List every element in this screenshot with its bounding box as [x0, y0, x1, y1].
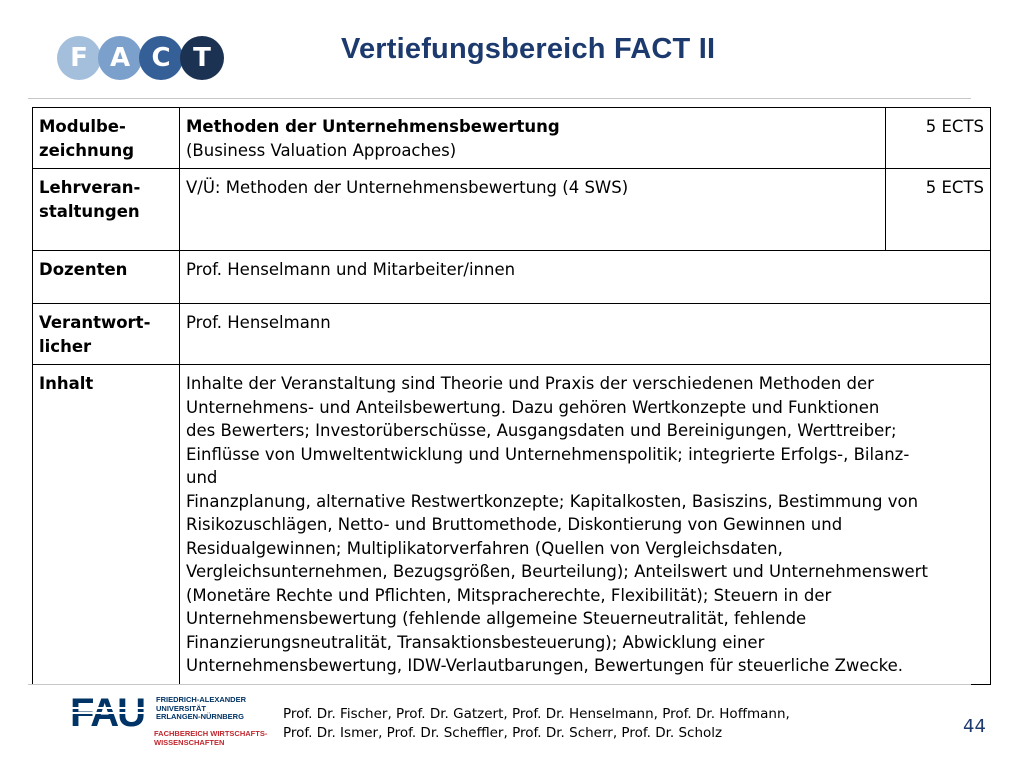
page-number: 44: [963, 716, 986, 737]
fact-logo-letter-f: F: [57, 36, 101, 80]
inhalt-line: des Bewerters; Investorüberschüsse, Ausgangsdaten und Bereinigungen, Werttreiber;: [186, 421, 897, 440]
value-inhalt: [180, 365, 991, 685]
fact-logo-letter-c: C: [139, 36, 183, 80]
table-row-inhalt: [33, 365, 991, 685]
fau-university-name: FRIEDRICH-ALEXANDER UNIVERSITÄT ERLANGEN-NÜRNBERG: [156, 695, 246, 721]
footer-divider: [28, 684, 971, 685]
table-row-verantwortlicher: [33, 304, 991, 365]
value-lehrveranstaltungen: V/Ü: Methoden der Unternehmensbewertung (4 SWS): [180, 169, 886, 251]
fau-logo-stripes: [70, 705, 148, 719]
inhalt-line: Finanzierungsneutralität, Transaktionsbesteuerung); Abwicklung einer: [186, 632, 765, 652]
footer-authors: Prof. Dr. Fischer, Prof. Dr. Gatzert, Prof. Dr. Henselmann, Prof. Dr. Hoffmann, Prof. Dr. Ismer, Prof. Dr. Scheffler, Prof. Dr. Scherr, Prof. Dr. Scholz: [283, 706, 790, 741]
inhalt-line: Unternehmens- und Anteilsbewertung. Dazu gehören Wertkonzepte und Funktionen: [186, 397, 880, 417]
value-dozenten: Prof. Henselmann und Mitarbeiter/innen: [180, 251, 991, 304]
value-verantwortlicher: Prof. Henselmann: [180, 304, 991, 365]
inhalt-line: Unternehmensbewertung (fehlende allgemeine Steuerneutralität, fehlende: [186, 609, 807, 628]
inhalt-line: Einflüsse von Umweltentwicklung und Unternehmenspolitik; integrierte Erfolgs-, Bilanz-: [186, 444, 910, 464]
label-inhalt: Inhalt: [33, 365, 180, 685]
page-title: Vertiefungsbereich FACT II: [341, 33, 716, 65]
inhalt-line: und: [186, 468, 218, 487]
ects-lehrveranstaltungen: 5 ECTS: [886, 169, 991, 251]
inhalt-line: Residualgewinnen; Multiplikatorverfahren (Quellen von Vergleichsdaten,: [186, 538, 783, 558]
table-row-modulbezeichnung: [33, 108, 991, 169]
table-row-lehrveranstaltungen: [33, 169, 991, 251]
header-divider: [28, 98, 971, 99]
ects-modul: 5 ECTS: [886, 108, 991, 169]
label-verantwortlicher: Verantwort- licher: [33, 304, 180, 365]
inhalt-line: Finanzplanung, alternative Restwertkonzepte; Kapitalkosten, Basiszins, Bestimmung von: [186, 491, 919, 511]
label-dozenten: Dozenten: [33, 251, 180, 304]
label-modulbezeichnung: Modulbe- zeichnung: [33, 108, 180, 169]
fau-department-name: FACHBEREICH WIRTSCHAFTS- WISSENSCHAFTEN: [154, 729, 268, 747]
table-row-dozenten: [33, 251, 991, 304]
fact-logo: [57, 36, 221, 80]
inhalt-line: (Monetäre Rechte und Pflichten, Mitspracherechte, Flexibilität); Steuern in der: [186, 585, 832, 605]
inhalt-line: Unternehmensbewertung, IDW-Verlautbarungen, Bewertungen für steuerliche Zwecke.: [186, 656, 904, 675]
module-subtitle: (Business Valuation Approaches): [186, 140, 457, 160]
label-lehrveranstaltungen: Lehrveran- staltungen: [33, 169, 180, 251]
inhalt-line: Inhalte der Veranstaltung sind Theorie und Praxis der verschiedenen Methoden der: [186, 374, 874, 393]
value-modulbezeichnung: [180, 108, 886, 169]
fact-logo-letter-a: A: [98, 36, 142, 80]
inhalt-line: Risikozuschlägen, Netto- und Bruttomethode, Diskontierung von Gewinnen und: [186, 515, 843, 534]
inhalt-line: Vergleichsunternehmen, Bezugsgrößen, Beurteilung); Anteilswert und Unternehmenswert: [186, 562, 928, 581]
fact-logo-letter-t: T: [180, 36, 224, 80]
module-title: Methoden der Unternehmensbewertung: [186, 117, 560, 136]
module-table: [32, 107, 991, 685]
